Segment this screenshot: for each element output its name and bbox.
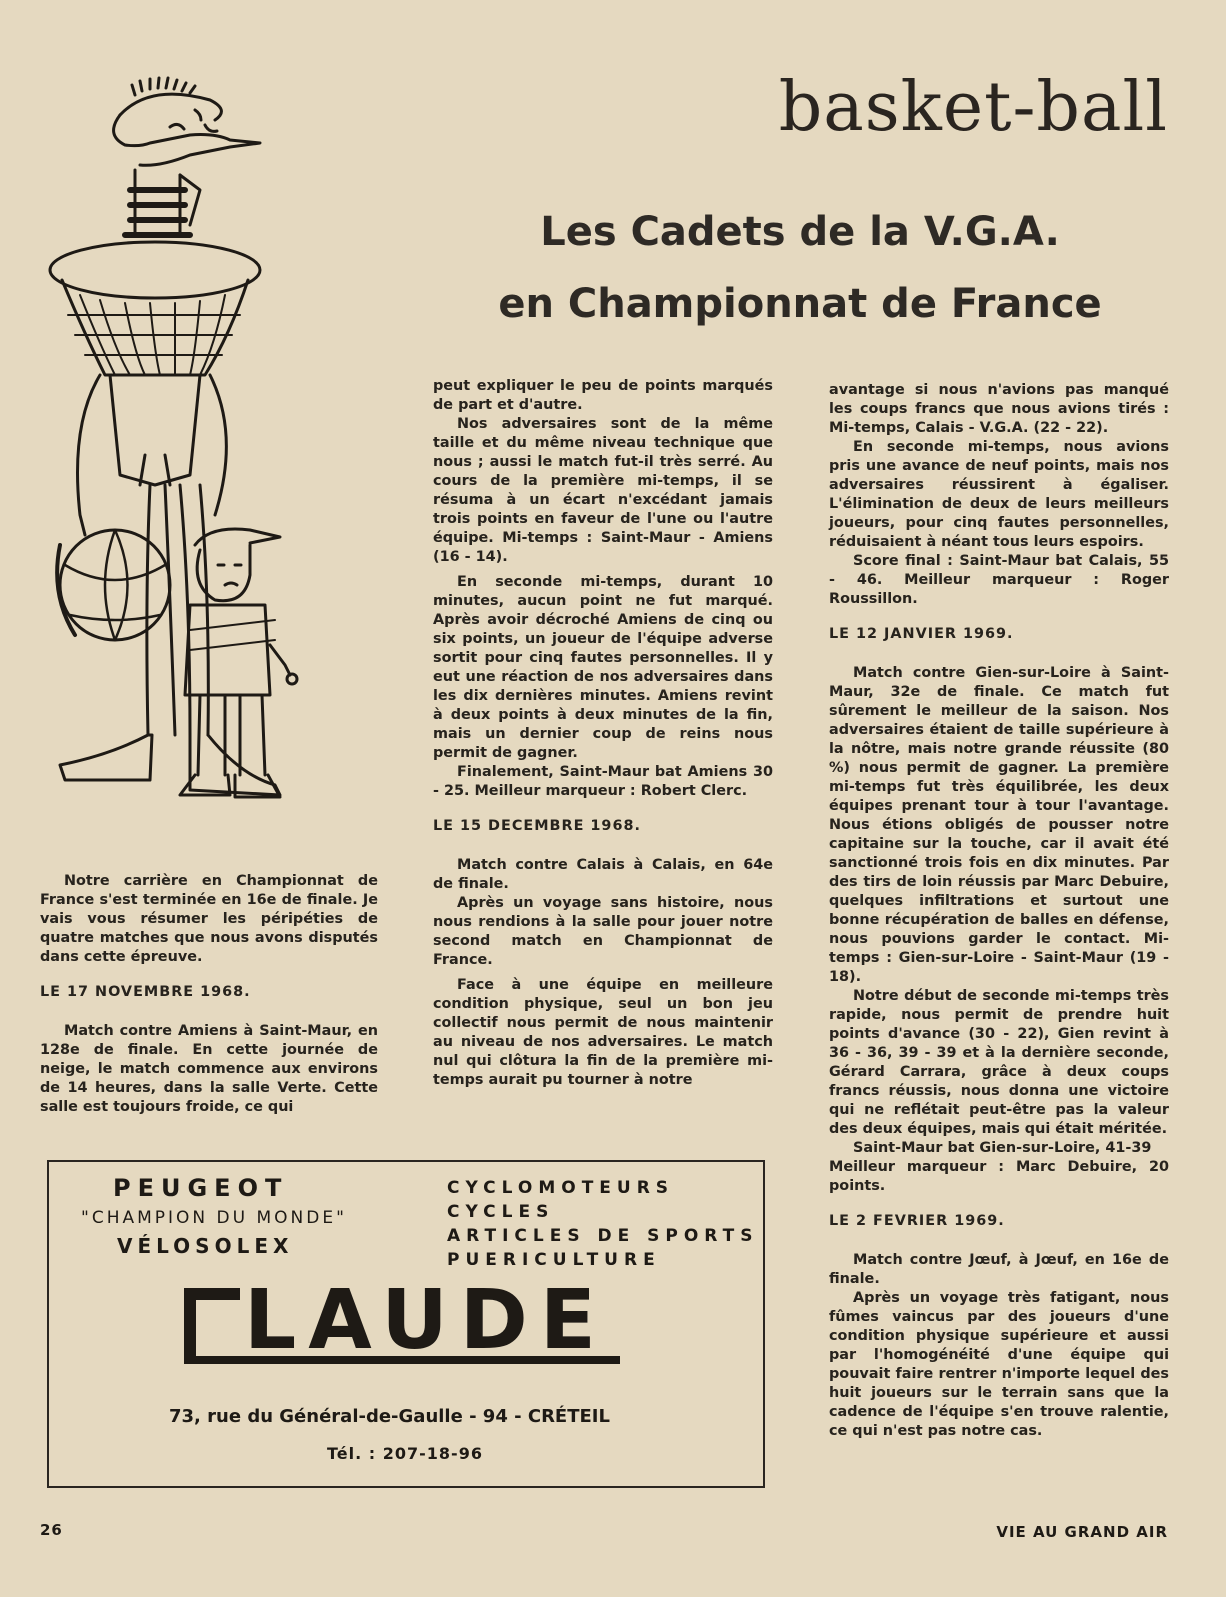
basket-net [50, 242, 260, 375]
paragraph: avantage si nous n'avions pas manqué les coups francs que nous avions tirés : Mi-temps, Calais - V.G.A. (22 - 22). [829, 382, 1169, 436]
paragraph: En seconde mi-temps, nous avions pris une avance de neuf points, mais nos adversaires réussirent à égaliser. L'élimination de deux de leurs meilleurs joueurs, pour cinq fautes personnelles, réduisaient à néant tous leurs espoirs. [829, 439, 1169, 550]
paragraph: Meilleur marqueur : Marc Debuire, 20 points. [829, 1159, 1169, 1194]
small-player [180, 529, 297, 797]
match-heading-15-decembre: LE 15 DECEMBRE 1968. [433, 818, 641, 834]
article-headline [440, 196, 1160, 340]
ad-brand-peugeot: PEUGEOT [113, 1174, 289, 1202]
ad-shop-name: LAUDE [244, 1273, 608, 1368]
column-2 [433, 377, 773, 1090]
match-heading-12-janvier: LE 12 JANVIER 1969. [829, 626, 1014, 642]
paragraph: Match contre Amiens à Saint-Maur, en 128e de finale. En cette journée de neige, le match commence aux environs de 14 heures, dans la salle Verte. Cette salle est toujours froide, ce qui [40, 1023, 378, 1115]
paragraph: Après un voyage sans histoire, nous nous rendions à la salle pour jouer notre second match en Championnat de France. [433, 895, 773, 968]
match-heading-17-novembre: LE 17 NOVEMBRE 1968. [40, 984, 251, 1000]
ad-brand-velosolex: VÉLOSOLEX [117, 1234, 294, 1258]
paragraph: peut expliquer le peu de points marqués de part et d'autre. [433, 378, 773, 413]
tall-player-scarf [125, 170, 200, 235]
claude-advertisement [47, 1160, 765, 1488]
ad-product: ARTICLES DE SPORTS [447, 1226, 759, 1246]
paragraph: Face à une équipe en meilleure condition physique, seul un bon jeu collectif nous permit de nous maintenir au niveau de nos adversaires. Le match nul qui clôtura la fin de la première mi-temps aurait pu tourner à notre [433, 977, 773, 1088]
paragraph: Finalement, Saint-Maur bat Amiens 30 - 25. Meilleur marqueur : Robert Clerc. [433, 764, 773, 799]
ad-phone: Tél. : 207-18-96 [327, 1444, 483, 1463]
ad-tagline: "CHAMPION DU MONDE" [81, 1208, 347, 1228]
ad-product: CYCLES [447, 1202, 555, 1222]
paragraph: Nos adversaires sont de la même taille et du même niveau technique que nous ; aussi le match fut-il très serré. Au cours de la première mi-temps, il se résuma à un écart n'excédant jamais trois points en faveur de l'une ou l'autre équipe. Mi-temps : Saint-Maur - Amiens (16 - 14). [433, 416, 773, 565]
ad-address: 73, rue du Général-de-Gaulle - 94 - CRÉTEIL [169, 1406, 610, 1427]
paragraph: Notre début de seconde mi-temps très rapide, nous permit de prendre huit points d'avance (30 - 22), Gien revint à 36 - 36, 39 - 39 et à la dernière seconde, Gérard Carrara, grâce à deux coups francs réussis, nous donna une victoire qui ne reflétait peut-être pas la valeur des deux équipes, mais qui était méritée. [829, 988, 1169, 1137]
paragraph: Saint-Maur bat Gien-sur-Loire, 41-39 [853, 1140, 1152, 1156]
ad-product: PUERICULTURE [447, 1250, 661, 1270]
paragraph: Match contre Gien-sur-Loire à Saint-Maur, 32e de finale. Ce match fut sûrement le meilleur de la saison. Nos adversaires étaient de taille supérieure à la nôtre, mais notre grande réussite (80 %) nous permit de gagner. La première mi-temps fut très équilibrée, les deux équipes prenant tour à tour l'avantage. Nous étions obligés de pousser notre capitaine sur la touche, car il avait été sanctionné trois fois en dix minutes. Par des tirs de loin réussis par Marc Debuire, quelques infiltrations et surtout une bonne récupération de balles en défense, nous pouvions garder le contact. Mi-temps : Gien-sur-Loire - Saint-Maur (19 - 18). [829, 665, 1169, 985]
column-3 [829, 381, 1169, 1441]
ad-product-list [447, 1176, 758, 1272]
headline-line-1: Les Cadets de la V.G.A. [540, 209, 1060, 255]
ad-product: CYCLOMOTEURS [447, 1178, 675, 1198]
page-number: 26 [40, 1521, 63, 1539]
ad-shop-logo [184, 1273, 652, 1368]
paragraph: En seconde mi-temps, durant 10 minutes, aucun point ne fut marqué. Après avoir décroché Amiens de cinq ou six points, un joueur de l'équipe adverse sortit pour cinq fautes personnelles. Il y eut une réaction de nos adversaires dans les dix dernières minutes. Amiens revint à deux points à deux minutes de la fin, mais un dernier coup de reins nous permit de gagner. [433, 574, 773, 761]
match-heading-2-fevrier: LE 2 FEVRIER 1969. [829, 1213, 1005, 1229]
column-1 [40, 872, 378, 1117]
tall-player-legs [60, 485, 280, 795]
section-title: basket-ball [778, 68, 1168, 147]
tall-player-head [114, 78, 260, 165]
basketball [57, 530, 170, 640]
paragraph: Match contre Calais à Calais, en 64e de finale. [433, 857, 773, 892]
magazine-name: VIE AU GRAND AIR [996, 1523, 1168, 1541]
paragraph: Score final : Saint-Maur bat Calais, 55 - 46. Meilleur marqueur : Roger Roussillon. [829, 553, 1169, 607]
basketball-players-illustration [40, 75, 310, 825]
tall-player-body [78, 375, 227, 535]
paragraph: Match contre Jœuf, à Jœuf, en 16e de finale. [829, 1252, 1169, 1287]
intro-paragraph: Notre carrière en Championnat de France s'est terminée en 16e de finale. Je vais vous résumer les péripéties de quatre matches que nous avons disputés dans cette épreuve. [40, 873, 378, 965]
paragraph: Après un voyage très fatigant, nous fûmes vaincus par des joueurs d'une condition physique supérieure et aussi par l'homogénéité d'une équipe qui pouvait faire rentrer n'importe lequel des huit joueurs sur le terrain sans que la cadence de l'équipe s'en trouve ralentie, ce qui n'est pas notre cas. [829, 1290, 1169, 1439]
headline-line-2: en Championnat de France [498, 281, 1102, 327]
logo-c-left-bar [184, 1288, 196, 1362]
